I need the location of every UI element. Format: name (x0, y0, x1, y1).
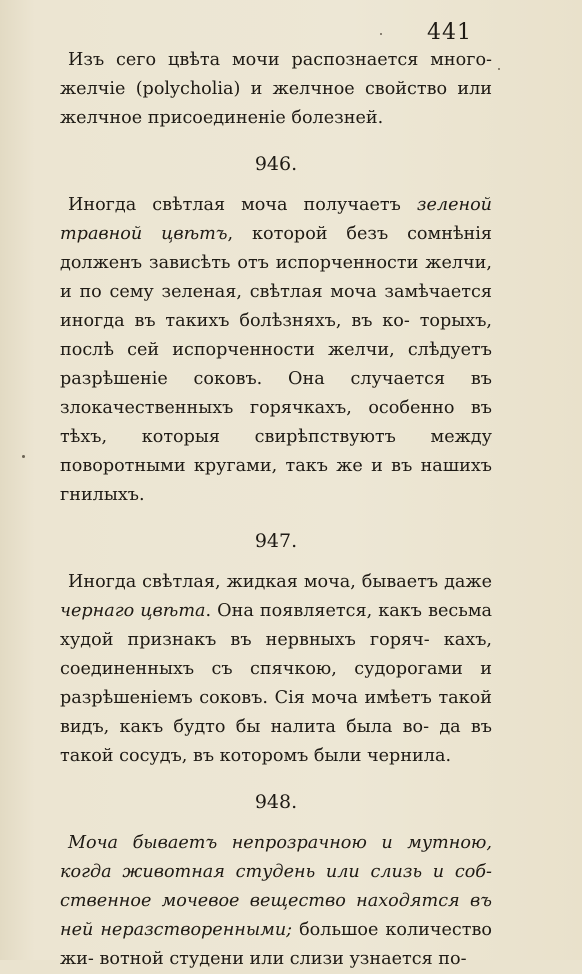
paragraph-947 (60, 568, 492, 771)
paper-speck (498, 68, 500, 70)
italic-run: Моча бываетъ непрозрачною и мутною, когда животная студень или слизь и соб- ственное мочевое вещество находятся въ ней неразстворенными; (60, 833, 492, 940)
body-text (60, 46, 492, 974)
section-number-946: 946. (254, 153, 298, 175)
text-run: Иногда свѣтлая моча получаетъ (68, 195, 417, 215)
italic-run: зеленой травной цвѣтъ (60, 195, 492, 244)
text-run: Иногда свѣтлая, жидкая моча, бываетъ даже (68, 572, 492, 592)
paragraph-intro: Изъ сего цвѣта мочи распознается много- желчіе (polycholia) и желчное свойство или желчное присоединеніе болезней. (60, 50, 492, 128)
paper-speck (22, 455, 25, 458)
page-number: 441 (427, 20, 472, 45)
section-number-948: 948. (254, 791, 298, 813)
paper-speck (380, 33, 382, 35)
section-number-947: 947. (254, 530, 298, 552)
italic-run: чернаго цвѣта (60, 601, 206, 621)
paragraph-948 (60, 829, 492, 974)
text-run: . Она появляется, какъ весьма худой признакъ въ нервныхъ горяч- кахъ, соединенныхъ съ спячкою, судорогами и разрѣшеніемъ соковъ. Сія моча имѣетъ такой видъ, какъ будто бы налита была во- да въ такой сосудъ, въ которомъ были чернила. (60, 601, 492, 766)
text-run: большое количество жи- вотной студени или слизи узнается по- (60, 920, 492, 969)
text-run: , которой безъ сомнѣнія долженъ зависѣть отъ испорченности желчи, и по сему зеленая, свѣтлая моча замѣчается иногда въ такихъ болѣзняхъ, въ ко- торыхъ, послѣ сей испорченности желчи, слѣдуетъ разрѣшеніе соковъ. Она случается въ злокачественныхъ горячкахъ, особенно въ тѣхъ, которыя свирѣпствуютъ между поворотными кругами, такъ же и въ нашихъ гнилыхъ. (60, 224, 492, 505)
paragraph-946 (60, 191, 492, 510)
